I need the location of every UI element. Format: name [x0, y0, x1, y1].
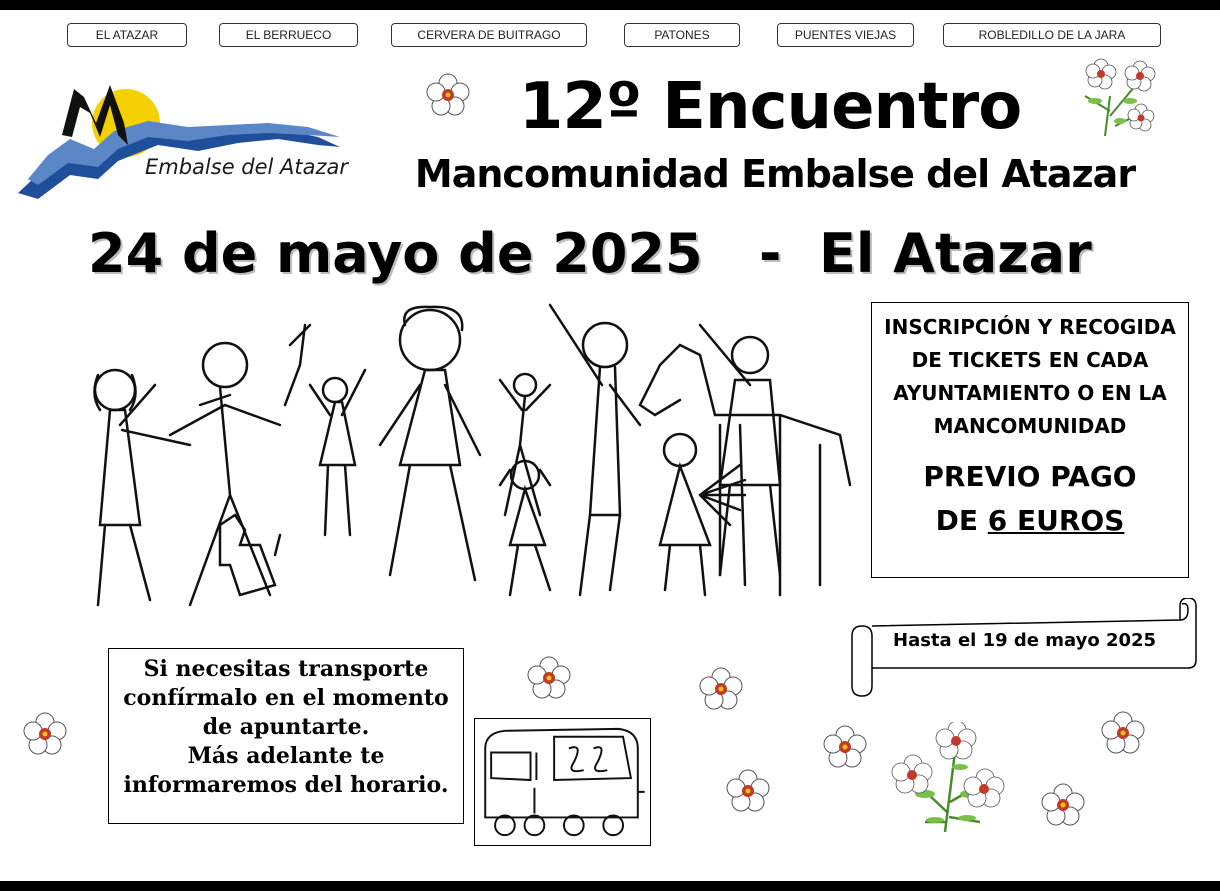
- flower-icon: [725, 768, 771, 814]
- flower-icon: [22, 711, 68, 757]
- transport-info-box: [108, 648, 464, 824]
- flower-icon: [425, 72, 471, 118]
- tab-puentes-viejas[interactable]: PUENTES VIEJAS: [777, 23, 914, 47]
- flower-bouquet-icon: [885, 722, 1015, 834]
- transport-line-1: Si necesitas transporte: [143, 656, 429, 682]
- inscription-line-4: MANCOMUNIDAD: [933, 414, 1127, 438]
- tab-patones[interactable]: PATONES: [624, 23, 740, 47]
- transport-line-2: confírmalo en el momento: [123, 685, 449, 711]
- bus-icon: [474, 718, 651, 846]
- tab-el-berrueco[interactable]: EL BERRUECO: [219, 23, 358, 47]
- logo-text: Embalse del Atazar: [145, 155, 349, 179]
- inscription-line-3: AYUNTAMIENTO O EN LA: [893, 381, 1167, 405]
- transport-line-4: Más adelante te: [187, 743, 385, 769]
- flower-icon: [1040, 782, 1086, 828]
- tab-robledillo-de-la-jara[interactable]: ROBLEDILLO DE LA JARA: [943, 23, 1161, 47]
- page-title: 12º Encuentro: [518, 70, 1022, 144]
- price-line-1: PREVIO PAGO: [923, 460, 1137, 493]
- tab-cervera-de-buitrago[interactable]: CERVERA DE BUITRAGO: [391, 23, 587, 47]
- bottom-border: [0, 881, 1220, 891]
- flower-bouquet-icon: [1075, 56, 1165, 138]
- flower-icon: [526, 655, 572, 701]
- flower-icon: [1100, 710, 1146, 756]
- event-date: 24 de mayo de 2025 - El Atazar: [88, 222, 1092, 285]
- dancing-people-illustration: [80, 285, 860, 625]
- price-prefix: DE: [935, 504, 988, 537]
- flower-icon: [822, 724, 868, 770]
- tab-el-atazar[interactable]: EL ATAZAR: [67, 23, 187, 47]
- inscription-line-2: DE TICKETS EN CADA: [911, 348, 1149, 372]
- price-line-2: [872, 499, 1188, 543]
- transport-line-5: informaremos del horario.: [123, 772, 449, 798]
- top-border: [0, 0, 1220, 10]
- flower-icon: [698, 666, 744, 712]
- page-subtitle: Mancomunidad Embalse del Atazar: [414, 152, 1136, 196]
- transport-line-3: de apuntarte.: [202, 714, 370, 740]
- inscription-line-1: INSCRIPCIÓN Y RECOGIDA: [884, 315, 1176, 339]
- mancomunidad-logo: [18, 75, 348, 203]
- deadline-text: Hasta el 19 de mayo 2025: [893, 630, 1157, 651]
- price-amount: 6 EUROS: [987, 504, 1125, 537]
- inscription-box: [871, 302, 1189, 578]
